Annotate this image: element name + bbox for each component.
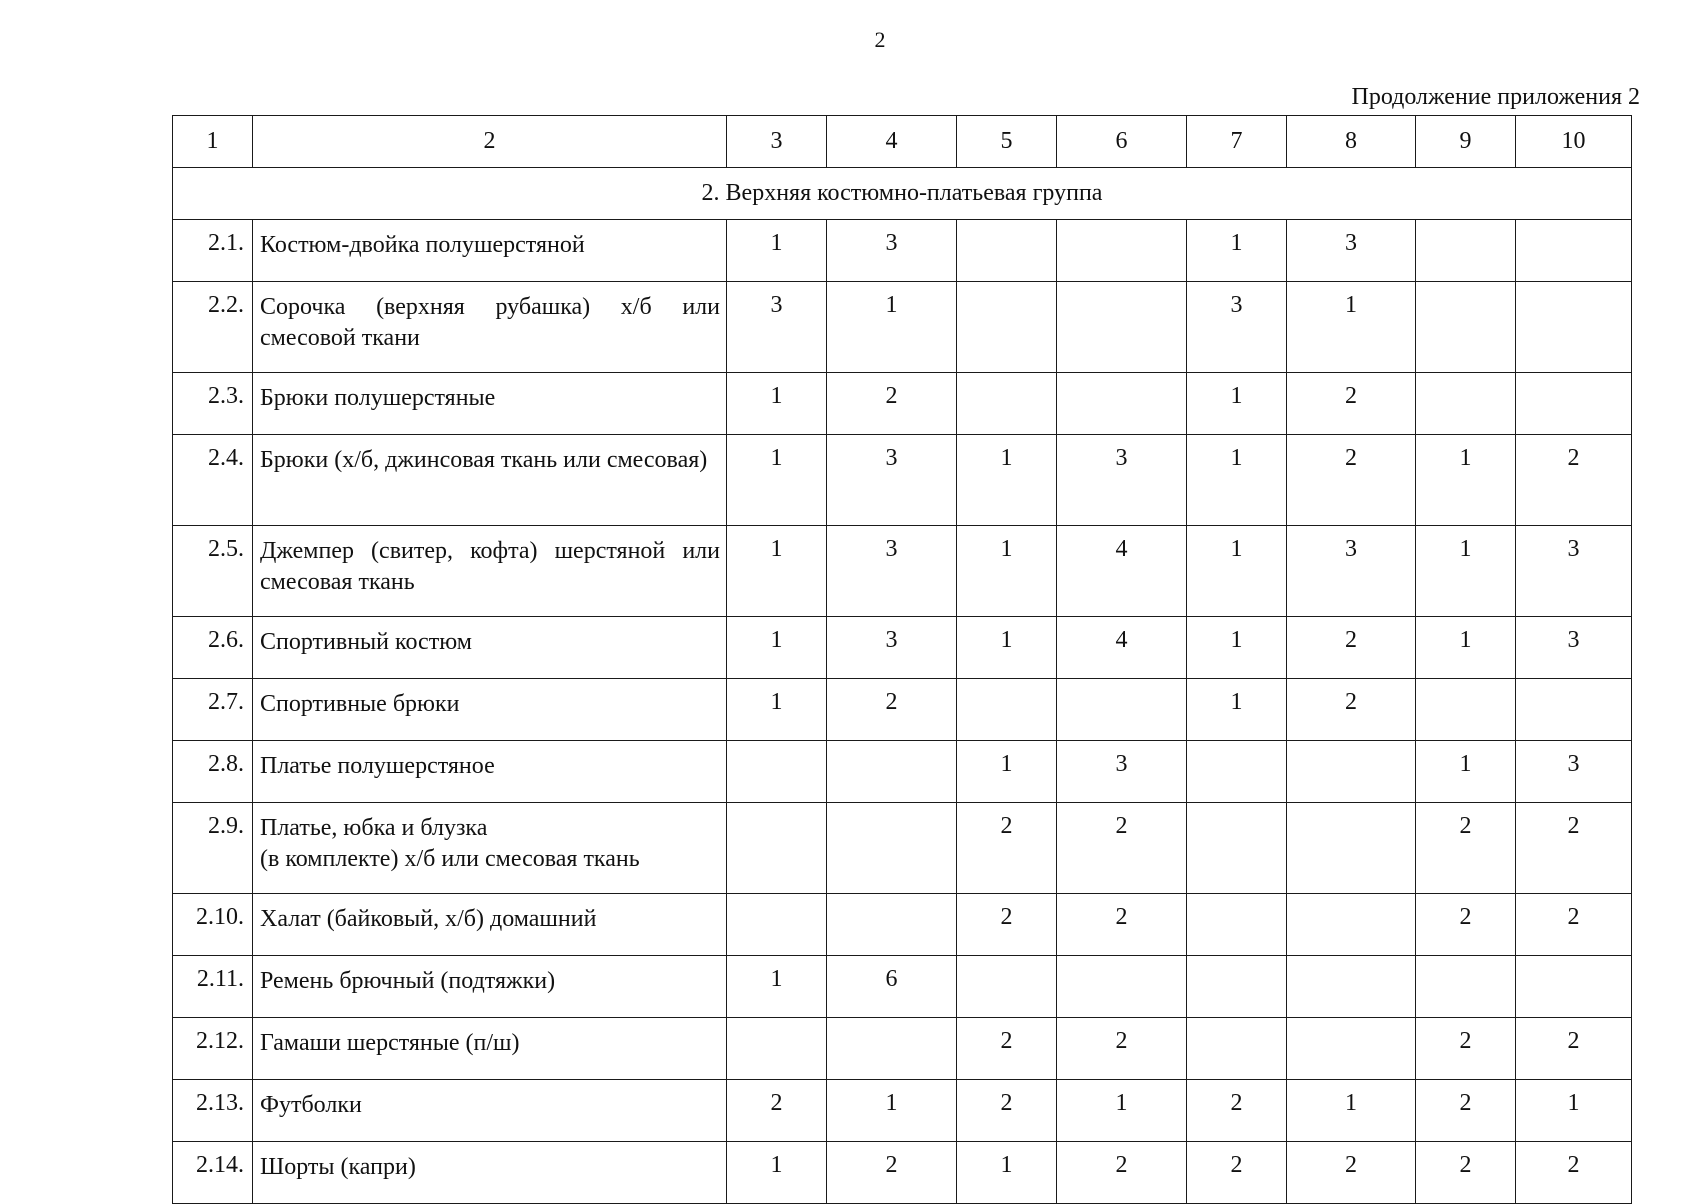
value-cell: 3 [727,282,827,373]
header-cell: 2 [253,116,727,168]
value-cell: 2 [957,1018,1057,1080]
value-cell [1057,956,1187,1018]
item-name [253,741,727,803]
value-cell: 2 [1057,1018,1187,1080]
row-number: 2.13. [173,1080,253,1142]
value-cell: 1 [957,741,1057,803]
value-cell [957,373,1057,435]
value-cell: 4 [1057,526,1187,617]
value-cell: 2 [1287,373,1416,435]
item-name-text: Спортивные брюки [260,691,460,717]
table-row [173,282,1632,373]
value-cell [727,803,827,894]
value-cell: 3 [827,220,957,282]
value-cell: 1 [1187,526,1287,617]
value-cell [827,894,957,956]
value-cell [1287,894,1416,956]
value-cell: 3 [827,526,957,617]
value-cell: 4 [1057,617,1187,679]
item-name [253,956,727,1018]
value-cell: 2 [1416,1080,1516,1142]
value-cell: 3 [1287,220,1416,282]
value-cell: 2 [1287,435,1416,526]
value-cell: 3 [827,435,957,526]
item-name [253,220,727,282]
continuation-note: Продолжение приложения 2 [1351,84,1640,110]
value-cell: 2 [1057,803,1187,894]
item-name-text: Сорочка (верхняя рубашка) х/б или смесовой ткани [260,294,720,351]
value-cell [827,741,957,803]
value-cell [957,679,1057,741]
value-cell [1516,220,1632,282]
value-cell [1416,679,1516,741]
table-row [173,1142,1632,1204]
item-name-text: Брюки (х/б, джинсовая ткань или смесовая) [260,447,708,473]
table-row [173,679,1632,741]
table-row [173,956,1632,1018]
row-number: 2.11. [173,956,253,1018]
value-cell [1187,1018,1287,1080]
value-cell: 1 [1187,617,1287,679]
item-name-text: Спортивный костюм [260,629,472,655]
row-number: 2.1. [173,220,253,282]
value-cell: 2 [1187,1080,1287,1142]
item-name-text: Гамаши шерстяные (п/ш) [260,1030,520,1056]
value-cell [1287,1018,1416,1080]
value-cell: 2 [1416,1018,1516,1080]
value-cell: 3 [1516,741,1632,803]
value-cell: 1 [827,282,957,373]
value-cell: 2 [1516,435,1632,526]
value-cell [1516,373,1632,435]
value-cell: 2 [1416,894,1516,956]
value-cell: 1 [1416,617,1516,679]
table-row [173,741,1632,803]
value-cell: 1 [1516,1080,1632,1142]
value-cell [957,956,1057,1018]
value-cell [727,741,827,803]
table-row [173,373,1632,435]
value-cell: 1 [727,956,827,1018]
value-cell: 1 [727,617,827,679]
value-cell: 2 [1516,1142,1632,1204]
clothing-norms-table [172,115,1632,1204]
value-cell: 2 [957,1080,1057,1142]
header-cell: 8 [1287,116,1416,168]
item-name-text: (в комплекте) х/б или смесовая ткань [260,846,640,872]
row-number: 2.12. [173,1018,253,1080]
header-cell: 6 [1057,116,1187,168]
value-cell [1287,956,1416,1018]
section-title: 2. Верхняя костюмно-платьевая группа [173,168,1632,220]
table-row [173,1018,1632,1080]
value-cell [1516,282,1632,373]
item-name-text: Футболки [260,1092,362,1118]
value-cell: 2 [957,894,1057,956]
item-name [253,526,727,617]
value-cell: 1 [727,435,827,526]
value-cell [827,803,957,894]
item-name [253,1018,727,1080]
item-name-text: Джемпер (свитер, кофта) шерстяной или смесовая ткань [260,538,720,595]
value-cell: 3 [1516,617,1632,679]
value-cell [1516,956,1632,1018]
item-name [253,1142,727,1204]
value-cell [1516,679,1632,741]
row-number: 2.2. [173,282,253,373]
value-cell: 2 [1187,1142,1287,1204]
page-number: 2 [874,27,886,52]
value-cell [1287,803,1416,894]
item-name [253,894,727,956]
row-number: 2.6. [173,617,253,679]
value-cell [727,1018,827,1080]
item-name-text: Платье, юбка и блузка [260,815,488,841]
value-cell: 1 [727,373,827,435]
row-number: 2.3. [173,373,253,435]
table-row [173,1080,1632,1142]
header-cell: 4 [827,116,957,168]
value-cell [1287,741,1416,803]
value-cell: 2 [1416,1142,1516,1204]
value-cell: 2 [827,679,957,741]
row-number: 2.7. [173,679,253,741]
value-cell: 3 [1057,741,1187,803]
item-name-text: Брюки полушерстяные [260,385,496,411]
table-row [173,220,1632,282]
value-cell [1057,373,1187,435]
item-name-text: Костюм-двойка полушерстяной [260,232,585,258]
value-cell [1187,741,1287,803]
row-number: 2.8. [173,741,253,803]
header-cell: 9 [1416,116,1516,168]
value-cell [1187,956,1287,1018]
value-cell: 1 [1416,435,1516,526]
item-name [253,617,727,679]
value-cell [1416,220,1516,282]
header-cell: 1 [173,116,253,168]
value-cell: 2 [1516,803,1632,894]
value-cell: 2 [1287,1142,1416,1204]
value-cell [1416,956,1516,1018]
header-cell: 10 [1516,116,1632,168]
table-row [173,803,1632,894]
value-cell: 1 [1287,1080,1416,1142]
value-cell: 2 [1516,1018,1632,1080]
item-name-text: Ремень брючный (подтяжки) [260,968,556,994]
item-name [253,282,727,373]
item-name [253,373,727,435]
value-cell: 2 [1516,894,1632,956]
value-cell [827,1018,957,1080]
value-cell: 3 [1516,526,1632,617]
item-name [253,803,727,894]
value-cell [1057,220,1187,282]
value-cell: 1 [1187,435,1287,526]
value-cell: 3 [1287,526,1416,617]
row-number: 2.14. [173,1142,253,1204]
value-cell: 1 [1187,373,1287,435]
value-cell: 1 [727,1142,827,1204]
value-cell: 2 [1057,894,1187,956]
value-cell: 1 [1187,679,1287,741]
value-cell [957,220,1057,282]
value-cell: 2 [827,1142,957,1204]
value-cell [727,894,827,956]
value-cell: 1 [727,526,827,617]
value-cell: 1 [957,526,1057,617]
value-cell: 1 [827,1080,957,1142]
value-cell: 1 [957,435,1057,526]
value-cell: 2 [1287,617,1416,679]
value-cell: 1 [727,679,827,741]
value-cell [1187,894,1287,956]
value-cell: 1 [727,220,827,282]
value-cell: 3 [827,617,957,679]
item-name [253,679,727,741]
value-cell: 1 [1187,220,1287,282]
row-number: 2.4. [173,435,253,526]
value-cell: 2 [827,373,957,435]
value-cell: 1 [1287,282,1416,373]
value-cell: 1 [957,1142,1057,1204]
item-name-text: Халат (байковый, х/б) домашний [260,906,597,932]
table-row [173,526,1632,617]
value-cell: 3 [1187,282,1287,373]
value-cell [1187,803,1287,894]
table-header-row [173,116,1632,168]
header-cell: 5 [957,116,1057,168]
value-cell [1416,282,1516,373]
value-cell: 2 [957,803,1057,894]
row-number: 2.10. [173,894,253,956]
item-name [253,435,727,526]
row-number: 2.5. [173,526,253,617]
header-cell: 3 [727,116,827,168]
value-cell [1416,373,1516,435]
value-cell: 2 [1287,679,1416,741]
table-row [173,894,1632,956]
value-cell: 2 [727,1080,827,1142]
header-cell: 7 [1187,116,1287,168]
value-cell: 2 [1416,803,1516,894]
value-cell [957,282,1057,373]
row-number: 2.9. [173,803,253,894]
item-name-text: Платье полушерстяное [260,753,495,779]
value-cell: 1 [1057,1080,1187,1142]
value-cell: 1 [1416,526,1516,617]
value-cell: 3 [1057,435,1187,526]
table-row [173,617,1632,679]
table-row [173,435,1632,526]
value-cell: 1 [1416,741,1516,803]
section-title-row [173,168,1632,220]
value-cell: 1 [957,617,1057,679]
item-name [253,1080,727,1142]
item-name-text: Шорты (капри) [260,1154,416,1180]
value-cell: 6 [827,956,957,1018]
value-cell: 2 [1057,1142,1187,1204]
value-cell [1057,679,1187,741]
value-cell [1057,282,1187,373]
